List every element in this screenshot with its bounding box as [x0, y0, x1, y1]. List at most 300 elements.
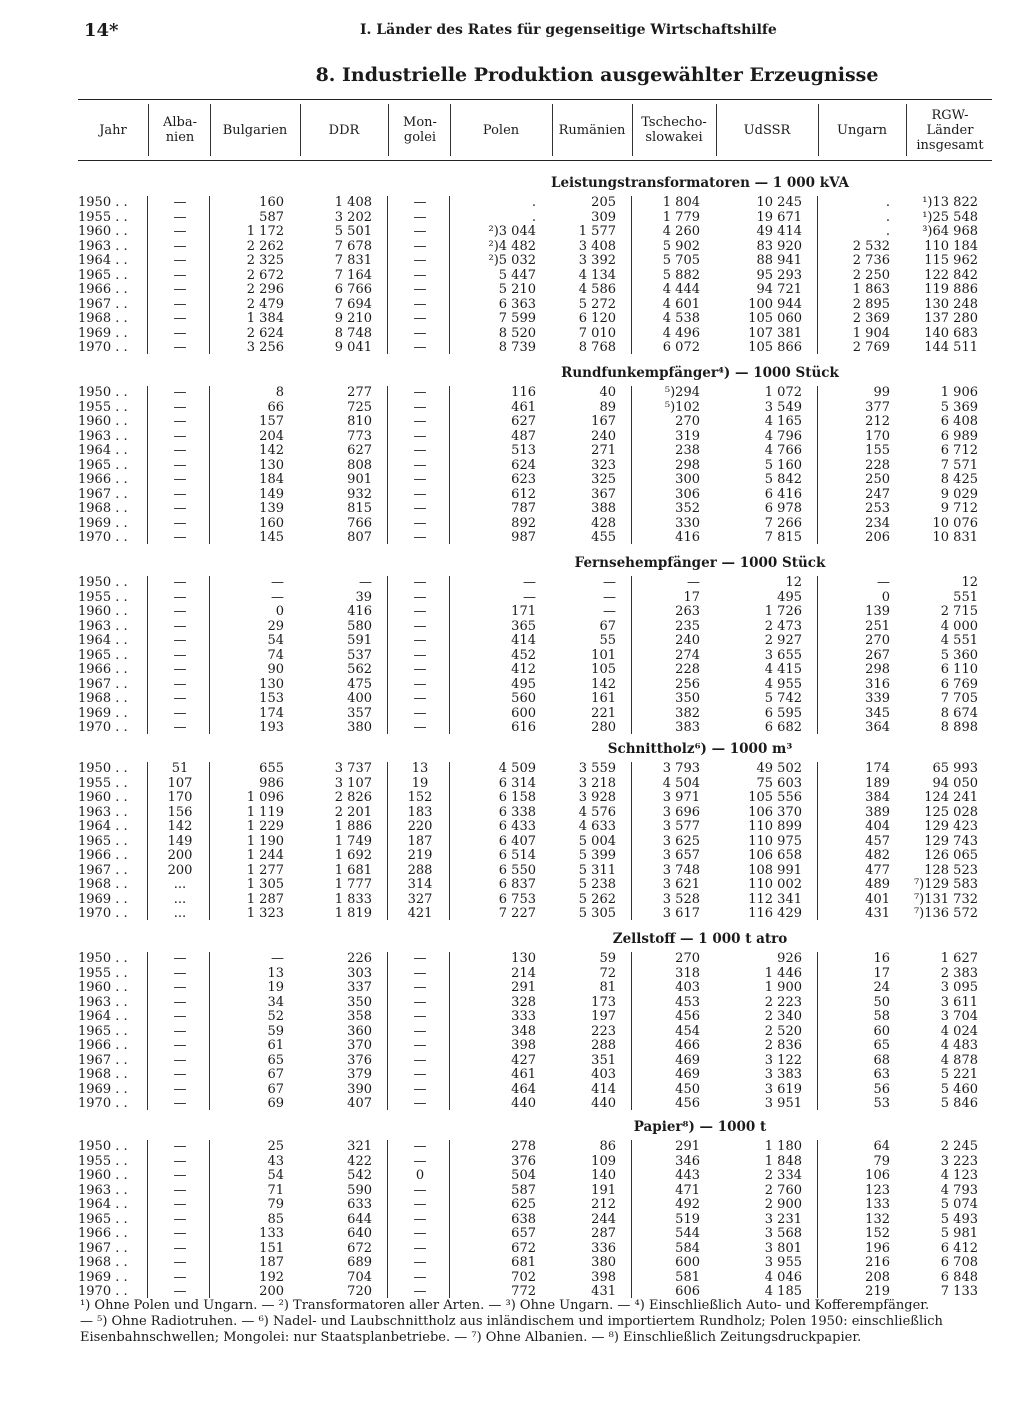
- cell-pl: 616: [511, 720, 536, 735]
- cell-ro: 223: [591, 1023, 616, 1039]
- table-row: [78, 835, 992, 850]
- cell-su: 1 180: [764, 1139, 802, 1154]
- cell-hu: 364: [865, 720, 890, 735]
- cell-al: —: [173, 296, 187, 312]
- cell-pl: 328: [511, 994, 536, 1010]
- cell-al: —: [173, 1168, 187, 1183]
- cell-cs: 416: [675, 530, 700, 545]
- cell-rgw: 4 878: [940, 1052, 978, 1068]
- cell-ro: 205: [591, 195, 616, 210]
- cell-mn: —: [413, 705, 427, 721]
- cell-year: 1970 . .: [78, 1284, 128, 1299]
- cell-bg: 3 256: [246, 340, 284, 355]
- cell-year: 1968 . .: [78, 1255, 128, 1270]
- cell-mn: —: [413, 662, 427, 677]
- cell-bg: 1 229: [246, 819, 284, 834]
- cell-al: —: [173, 515, 187, 531]
- cell-rgw: 7 705: [940, 691, 978, 706]
- cell-pl: 787: [511, 501, 536, 516]
- cell-su: 3 231: [764, 1211, 802, 1227]
- cell-su: 3 655: [764, 647, 802, 663]
- cell-su: 3 619: [764, 1081, 802, 1097]
- cell-bg: 1 096: [246, 790, 284, 805]
- table-row: [78, 225, 992, 240]
- cell-bg: 34: [267, 994, 284, 1010]
- cell-rgw: ¹)13 822: [922, 195, 978, 210]
- cell-al: —: [173, 1182, 187, 1198]
- cell-su: 10 245: [756, 195, 802, 210]
- cell-cs: 450: [675, 1081, 700, 1097]
- cell-pl: 587: [511, 1182, 536, 1198]
- cell-rgw: 6 989: [940, 428, 978, 444]
- table-row: [78, 211, 992, 226]
- cell-cs: 274: [675, 647, 700, 663]
- cell-mn: —: [413, 1284, 427, 1299]
- cell-rgw: 6 848: [940, 1269, 978, 1285]
- cell-rgw: 115 962: [924, 253, 978, 268]
- cell-mn: —: [413, 1255, 427, 1270]
- cell-hu: 234: [865, 515, 890, 531]
- cell-su: 5 842: [764, 472, 802, 487]
- cell-su: 107 381: [748, 325, 802, 341]
- cell-bg: 1 119: [246, 804, 284, 820]
- column-header-rgw: RGW- Länder insgesamt: [916, 107, 984, 153]
- cell-bg: 2 296: [246, 282, 284, 297]
- cell-bg: 587: [259, 209, 284, 225]
- cell-bg: 1 384: [246, 311, 284, 326]
- table-row: [78, 820, 992, 835]
- cell-mn: —: [413, 647, 427, 663]
- cell-year: 1969 . .: [78, 705, 128, 721]
- cell-bg: —: [271, 575, 284, 590]
- table-row: [78, 1227, 992, 1242]
- cell-al: 200: [167, 848, 193, 863]
- cell-cs: 466: [675, 1038, 700, 1053]
- column-header-su: UdSSR: [743, 122, 791, 138]
- column-header-ro: Rumänien: [558, 122, 626, 138]
- table-title: 8. Industrielle Produktion ausgewählter Erzeugnisse: [315, 64, 879, 86]
- cell-year: 1966 . .: [78, 662, 128, 677]
- cell-ddr: 7 831: [334, 253, 372, 268]
- cell-year: 1970 . .: [78, 906, 128, 921]
- cell-year: 1960 . .: [78, 1168, 128, 1183]
- cell-rgw: 6 110: [940, 662, 978, 677]
- cell-mn: —: [413, 1081, 427, 1097]
- cell-mn: —: [413, 385, 427, 400]
- cell-bg: 1 172: [246, 224, 284, 239]
- table-row: [78, 1039, 992, 1054]
- table-row: [78, 864, 992, 879]
- column-divider: [388, 104, 389, 156]
- cell-mn: —: [413, 575, 427, 590]
- cell-pl: 6 363: [498, 296, 536, 312]
- table-row: [78, 849, 992, 864]
- cell-pl: .: [531, 209, 536, 225]
- cell-ro: 1 577: [578, 224, 616, 239]
- cell-ro: 455: [591, 530, 616, 545]
- cell-hu: 1 863: [852, 282, 890, 297]
- cell-al: —: [173, 224, 187, 239]
- cell-mn: —: [413, 428, 427, 444]
- cell-hu: .: [885, 195, 890, 210]
- cell-bg: 2 325: [246, 253, 284, 268]
- cell-year: 1969 . .: [78, 1081, 128, 1097]
- cell-bg: 174: [259, 705, 284, 721]
- cell-ddr: 416: [347, 604, 372, 619]
- table-row: [78, 430, 992, 445]
- cell-ddr: 590: [347, 1182, 372, 1198]
- cell-ro: 5 238: [578, 877, 616, 892]
- cell-al: 170: [167, 790, 193, 805]
- table-row: [78, 401, 992, 416]
- table-row: [78, 240, 992, 255]
- cell-year: 1967 . .: [78, 486, 128, 502]
- table-row: [78, 634, 992, 649]
- cell-ddr: 7 694: [334, 296, 372, 312]
- cell-hu: .: [885, 224, 890, 239]
- cell-al: —: [173, 1096, 187, 1111]
- cell-ro: 5 262: [578, 891, 616, 907]
- cell-ro: 5 305: [578, 906, 616, 921]
- cell-rgw: 4 123: [940, 1168, 978, 1183]
- cell-rgw: 6 769: [940, 676, 978, 692]
- cell-ddr: 1 681: [334, 862, 372, 878]
- cell-pl: 6 753: [498, 891, 536, 907]
- cell-ddr: 390: [347, 1081, 372, 1097]
- cell-ro: 86: [599, 1139, 616, 1154]
- footnote-line: — ⁵) Ohne Radiotruhen. — ⁶) Nadel- und Laubschnittholz aus inländischem und importiertem Rundholz; Polen 1950: einschließlich: [80, 1314, 943, 1329]
- cell-hu: 58: [873, 1009, 890, 1024]
- cell-ddr: 350: [347, 994, 372, 1010]
- cell-ro: 403: [591, 1067, 616, 1082]
- table-row: [78, 1256, 992, 1271]
- cell-ddr: 1 408: [334, 195, 372, 210]
- cell-su: 3 801: [764, 1240, 802, 1256]
- cell-year: 1964 . .: [78, 253, 128, 268]
- cell-su: 100 944: [748, 296, 802, 312]
- cell-mn: —: [413, 1153, 427, 1169]
- cell-cs: 443: [675, 1168, 700, 1183]
- cell-al: 156: [167, 804, 193, 820]
- cell-al: —: [173, 414, 187, 429]
- cell-year: 1966 . .: [78, 1038, 128, 1053]
- cell-year: 1955 . .: [78, 589, 128, 605]
- cell-cs: 471: [675, 1182, 700, 1198]
- cell-bg: 52: [267, 1009, 284, 1024]
- cell-year: 1967 . .: [78, 1240, 128, 1256]
- cell-cs: 600: [675, 1255, 700, 1270]
- cell-bg: 2 624: [246, 325, 284, 341]
- cell-hu: 489: [865, 877, 890, 892]
- cell-ro: —: [603, 575, 616, 590]
- cell-hu: 339: [865, 691, 890, 706]
- cell-mn: —: [413, 1009, 427, 1024]
- cell-ro: 173: [591, 994, 616, 1010]
- cell-al: 142: [167, 819, 193, 834]
- cell-mn: 0: [415, 1168, 425, 1183]
- cell-cs: 350: [675, 691, 700, 706]
- cell-ro: 5 311: [578, 862, 616, 878]
- cell-mn: —: [413, 676, 427, 692]
- cell-bg: 193: [259, 720, 284, 735]
- cell-year: 1950 . .: [78, 385, 128, 400]
- cell-cs: 235: [675, 618, 700, 634]
- cell-rgw: 3 611: [940, 994, 978, 1010]
- cell-cs: 3 971: [662, 790, 700, 805]
- cell-year: 1965 . .: [78, 647, 128, 663]
- cell-al: —: [173, 676, 187, 692]
- cell-mn: —: [413, 195, 427, 210]
- cell-bg: 200: [259, 1284, 284, 1299]
- product-section: [78, 364, 992, 544]
- section-title: Schnittholz⁶) — 1000 m³: [607, 741, 793, 757]
- cell-pl: 625: [511, 1197, 536, 1212]
- cell-ddr: 542: [347, 1168, 372, 1183]
- cell-ro: 55: [599, 633, 616, 648]
- cell-pl: 414: [511, 633, 536, 648]
- cell-ro: 398: [591, 1269, 616, 1285]
- cell-ro: 161: [591, 691, 616, 706]
- cell-ro: 140: [591, 1168, 616, 1183]
- table-row: [78, 591, 992, 606]
- cell-bg: 145: [259, 530, 284, 545]
- cell-pl: 333: [511, 1009, 536, 1024]
- cell-cs: 298: [675, 457, 700, 473]
- cell-ddr: 766: [347, 515, 372, 531]
- cell-su: 19 671: [756, 209, 802, 225]
- cell-mn: —: [413, 1052, 427, 1068]
- cell-rgw: 65 993: [932, 761, 978, 776]
- cell-mn: —: [413, 501, 427, 516]
- cell-rgw: 9 712: [940, 501, 978, 516]
- cell-pl: 624: [511, 457, 536, 473]
- cell-pl: 116: [511, 385, 536, 400]
- cell-su: 4 415: [764, 662, 802, 677]
- cell-rgw: 10 831: [932, 530, 978, 545]
- cell-bg: 29: [267, 618, 284, 634]
- cell-hu: 170: [865, 428, 890, 444]
- cell-ro: 351: [591, 1052, 616, 1068]
- cell-su: 7 815: [764, 530, 802, 545]
- cell-su: 2 340: [764, 1009, 802, 1024]
- section-title: Papier⁸) — 1000 t: [633, 1119, 767, 1135]
- cell-ddr: 370: [347, 1038, 372, 1053]
- table-row: [78, 981, 992, 996]
- cell-year: 1955 . .: [78, 399, 128, 415]
- cell-su: 2 520: [764, 1023, 802, 1039]
- cell-cs: 3 748: [662, 862, 700, 878]
- cell-ddr: 640: [347, 1226, 372, 1241]
- table-row: [78, 649, 992, 664]
- cell-ro: 240: [591, 428, 616, 444]
- cell-rgw: 4 024: [940, 1023, 978, 1039]
- cell-ddr: 1 749: [334, 833, 372, 849]
- cell-mn: —: [413, 980, 427, 995]
- cell-pl: ²)3 044: [488, 224, 536, 239]
- product-section: [78, 174, 992, 354]
- cell-ddr: 357: [347, 705, 372, 721]
- page-header: [84, 20, 990, 44]
- cell-hu: 431: [865, 906, 890, 921]
- cell-hu: 106: [865, 1168, 890, 1183]
- section-title: Leistungstransformatoren — 1 000 kVA: [550, 175, 850, 191]
- cell-mn: —: [413, 399, 427, 415]
- cell-year: 1965 . .: [78, 267, 128, 283]
- cell-cs: 6 072: [662, 340, 700, 355]
- cell-su: 110 899: [748, 819, 802, 834]
- cell-year: 1970 . .: [78, 340, 128, 355]
- cell-hu: 24: [873, 980, 890, 995]
- cell-su: 6 682: [764, 720, 802, 735]
- cell-rgw: 4 000: [940, 618, 978, 634]
- cell-ro: 431: [591, 1284, 616, 1299]
- cell-pl: 681: [511, 1255, 536, 1270]
- cell-bg: 151: [259, 1240, 284, 1256]
- table-row: [78, 386, 992, 401]
- cell-hu: 345: [865, 705, 890, 721]
- cell-hu: 17: [873, 965, 890, 981]
- cell-hu: 457: [865, 833, 890, 849]
- table-row: [78, 341, 992, 356]
- cell-mn: 183: [407, 804, 433, 820]
- cell-bg: 157: [259, 414, 284, 429]
- cell-hu: 60: [873, 1023, 890, 1039]
- cell-year: 1966 . .: [78, 282, 128, 297]
- table-row: [78, 1169, 992, 1184]
- cell-al: —: [173, 662, 187, 677]
- cell-pl: —: [523, 575, 536, 590]
- cell-hu: 482: [865, 848, 890, 863]
- cell-ddr: 39: [355, 589, 372, 605]
- cell-ddr: 1 833: [334, 891, 372, 907]
- page-number: 14*: [84, 20, 119, 41]
- cell-bg: 59: [267, 1023, 284, 1039]
- cell-ddr: 901: [347, 472, 372, 487]
- cell-hu: 174: [865, 761, 890, 776]
- cell-ddr: 303: [347, 965, 372, 981]
- cell-ro: 142: [591, 676, 616, 692]
- cell-mn: —: [413, 633, 427, 648]
- cell-ddr: —: [359, 575, 372, 590]
- table-row: [78, 620, 992, 635]
- cell-pl: 8 520: [498, 325, 536, 341]
- cell-mn: —: [413, 604, 427, 619]
- column-divider: [148, 104, 149, 156]
- cell-al: —: [173, 1067, 187, 1082]
- table-row: [78, 444, 992, 459]
- table-row: [78, 893, 992, 908]
- cell-pl: 6 433: [498, 819, 536, 834]
- cell-mn: —: [413, 1211, 427, 1227]
- cell-mn: —: [413, 472, 427, 487]
- cell-hu: 63: [873, 1067, 890, 1082]
- cell-bg: 204: [259, 428, 284, 444]
- cell-cs: 346: [675, 1153, 700, 1169]
- cell-hu: 270: [865, 633, 890, 648]
- cell-cs: 4 444: [662, 282, 700, 297]
- cell-hu: 298: [865, 662, 890, 677]
- cell-ddr: 1 692: [334, 848, 372, 863]
- table-row: [78, 1242, 992, 1257]
- cell-year: 1950 . .: [78, 951, 128, 966]
- cell-bg: 142: [259, 443, 284, 458]
- cell-cs: 4 504: [662, 775, 700, 791]
- section-title: Zellstoff — 1 000 t atro: [612, 931, 788, 947]
- cell-ddr: 360: [347, 1023, 372, 1039]
- cell-bg: 19: [267, 980, 284, 995]
- cell-al: —: [173, 238, 187, 254]
- cell-ddr: 627: [347, 443, 372, 458]
- cell-ro: 3 559: [578, 761, 616, 776]
- cell-bg: 160: [259, 195, 284, 210]
- cell-al: —: [173, 486, 187, 502]
- table-row: [78, 298, 992, 313]
- column-header-cs: Tschecho- slowakei: [641, 115, 707, 145]
- cell-ddr: 704: [347, 1269, 372, 1285]
- cell-rgw: ⁷)129 583: [913, 877, 978, 892]
- table-row: [78, 459, 992, 474]
- table-row: [78, 488, 992, 503]
- cell-year: 1970 . .: [78, 530, 128, 545]
- cell-year: 1963 . .: [78, 428, 128, 444]
- cell-ro: 197: [591, 1009, 616, 1024]
- cell-year: 1968 . .: [78, 311, 128, 326]
- table-row: [78, 1155, 992, 1170]
- cell-year: 1964 . .: [78, 443, 128, 458]
- cell-pl: 702: [511, 1269, 536, 1285]
- cell-ddr: 6 766: [334, 282, 372, 297]
- cell-rgw: 2 245: [940, 1139, 978, 1154]
- table-row: [78, 692, 992, 707]
- cell-mn: —: [413, 1139, 427, 1154]
- cell-mn: —: [413, 340, 427, 355]
- cell-pl: 504: [511, 1168, 536, 1183]
- cell-rgw: 1 627: [940, 951, 978, 966]
- cell-su: 6 978: [764, 501, 802, 516]
- cell-ddr: 226: [347, 951, 372, 966]
- cell-rgw: 5 074: [940, 1197, 978, 1212]
- cell-ro: 8 768: [578, 340, 616, 355]
- cell-al: 107: [167, 775, 193, 791]
- cell-al: —: [173, 1023, 187, 1039]
- cell-ro: 4 576: [578, 804, 616, 820]
- cell-ddr: 422: [347, 1153, 372, 1169]
- cell-ro: 3 928: [578, 790, 616, 805]
- cell-bg: —: [271, 951, 284, 966]
- column-header-pl: Polen: [482, 122, 520, 138]
- cell-year: 1960 . .: [78, 414, 128, 429]
- cell-mn: —: [413, 296, 427, 312]
- cell-ro: 280: [591, 720, 616, 735]
- cell-year: 1966 . .: [78, 848, 128, 863]
- cell-cs: ⁵)294: [664, 385, 700, 400]
- cell-year: 1965 . .: [78, 833, 128, 849]
- cell-ro: 309: [591, 209, 616, 225]
- cell-al: —: [173, 647, 187, 663]
- cell-cs: 270: [675, 414, 700, 429]
- cell-mn: 187: [407, 833, 433, 849]
- cell-rgw: 5 981: [940, 1226, 978, 1241]
- cell-ddr: 376: [347, 1052, 372, 1068]
- cell-mn: —: [413, 414, 427, 429]
- cell-year: 1955 . .: [78, 209, 128, 225]
- cell-ro: 101: [591, 647, 616, 663]
- cell-mn: —: [413, 720, 427, 735]
- cell-cs: 4 538: [662, 311, 700, 326]
- cell-su: 926: [777, 951, 802, 966]
- cell-ddr: 3 202: [334, 209, 372, 225]
- cell-ro: 4 134: [578, 267, 616, 283]
